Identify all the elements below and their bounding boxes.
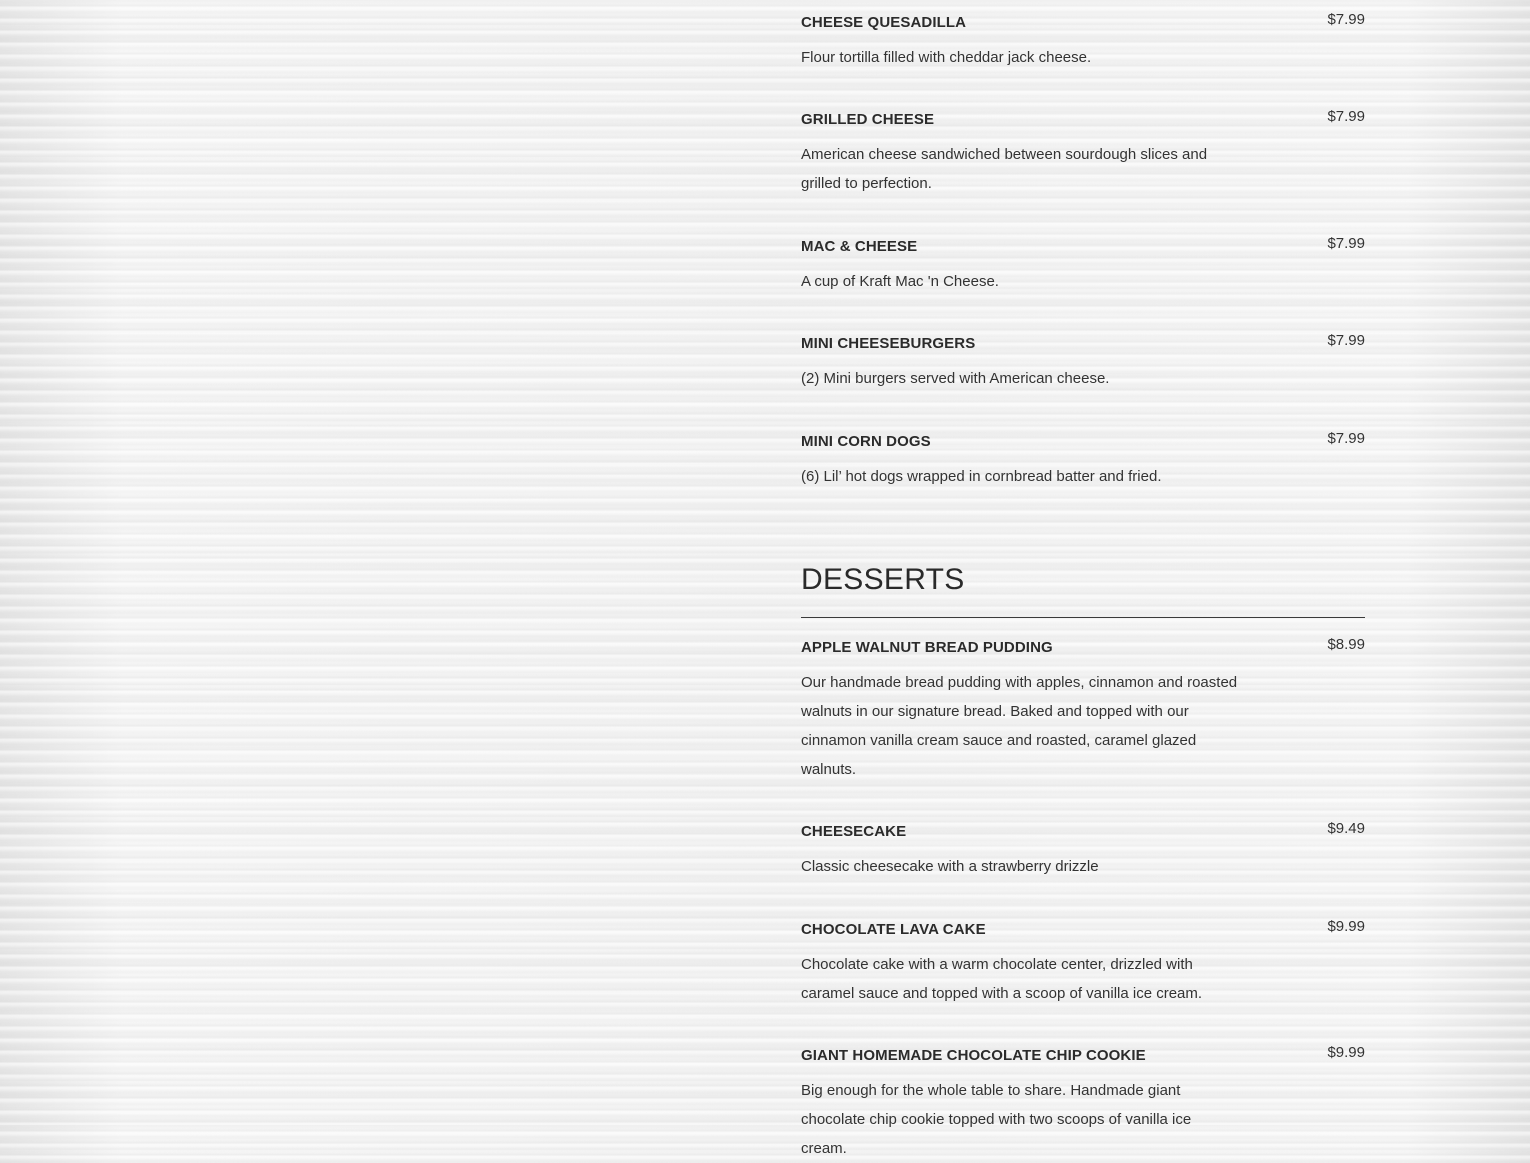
section-title-desserts: DESSERTS — [801, 563, 965, 596]
item-price: $9.99 — [1327, 918, 1365, 935]
section-divider — [801, 617, 1365, 618]
item-price: $7.99 — [1327, 108, 1365, 125]
item-description: A cup of Kraft Mac 'n Cheese. — [801, 273, 999, 290]
item-description: (2) Mini burgers served with American cheese. — [801, 370, 1110, 387]
menu-item — [801, 1043, 1365, 1163]
item-description: Flour tortilla filled with cheddar jack cheese. — [801, 49, 1092, 66]
item-description: Our handmade bread pudding with apples, cinnamon and roasted walnuts in our signature bread. Baked and topped with our cinnamon vanilla cream sauce and roasted, caramel glazed walnuts. — [801, 674, 1238, 778]
item-name: MINI CORN DOGS — [801, 433, 931, 450]
item-price: $7.99 — [1327, 11, 1365, 28]
menu-item — [801, 429, 1365, 491]
item-description: (6) Lil’ hot dogs wrapped in cornbread batter and fried. — [801, 468, 1162, 485]
item-price: $8.99 — [1327, 636, 1365, 653]
item-description: Chocolate cake with a warm chocolate center, drizzled with caramel sauce and topped with a scoop of vanilla ice cream. — [801, 956, 1203, 1002]
item-description: American cheese sandwiched between sourdough slices and grilled to perfection. — [801, 146, 1208, 192]
menu-item — [801, 234, 1365, 296]
item-name: CHEESECAKE — [801, 823, 907, 840]
menu-item — [801, 331, 1365, 393]
item-description: Classic cheesecake with a strawberry drizzle — [801, 858, 1099, 875]
item-price: $9.99 — [1327, 1044, 1365, 1061]
menu-item — [801, 635, 1365, 784]
menu-item — [801, 10, 1365, 72]
item-name: APPLE WALNUT BREAD PUDDING — [801, 639, 1053, 656]
menu-item — [801, 107, 1365, 198]
item-name: GRILLED CHEESE — [801, 111, 935, 128]
item-price: $7.99 — [1327, 332, 1365, 349]
menu-item — [801, 917, 1365, 1008]
item-name: MINI CHEESEBURGERS — [801, 335, 976, 352]
item-name: CHOCOLATE LAVA CAKE — [801, 921, 986, 938]
menu-item — [801, 819, 1365, 881]
item-name: CHEESE QUESADILLA — [801, 14, 967, 31]
item-price: $9.49 — [1327, 820, 1365, 837]
item-name: GIANT HOMEMADE CHOCOLATE CHIP COOKIE — [801, 1047, 1146, 1064]
item-price: $7.99 — [1327, 430, 1365, 447]
item-price: $7.99 — [1327, 235, 1365, 252]
item-name: MAC & CHEESE — [801, 238, 918, 255]
item-description: Big enough for the whole table to share. Handmade giant chocolate chip cookie topped with two scoops of vanilla ice cream. — [801, 1082, 1192, 1157]
